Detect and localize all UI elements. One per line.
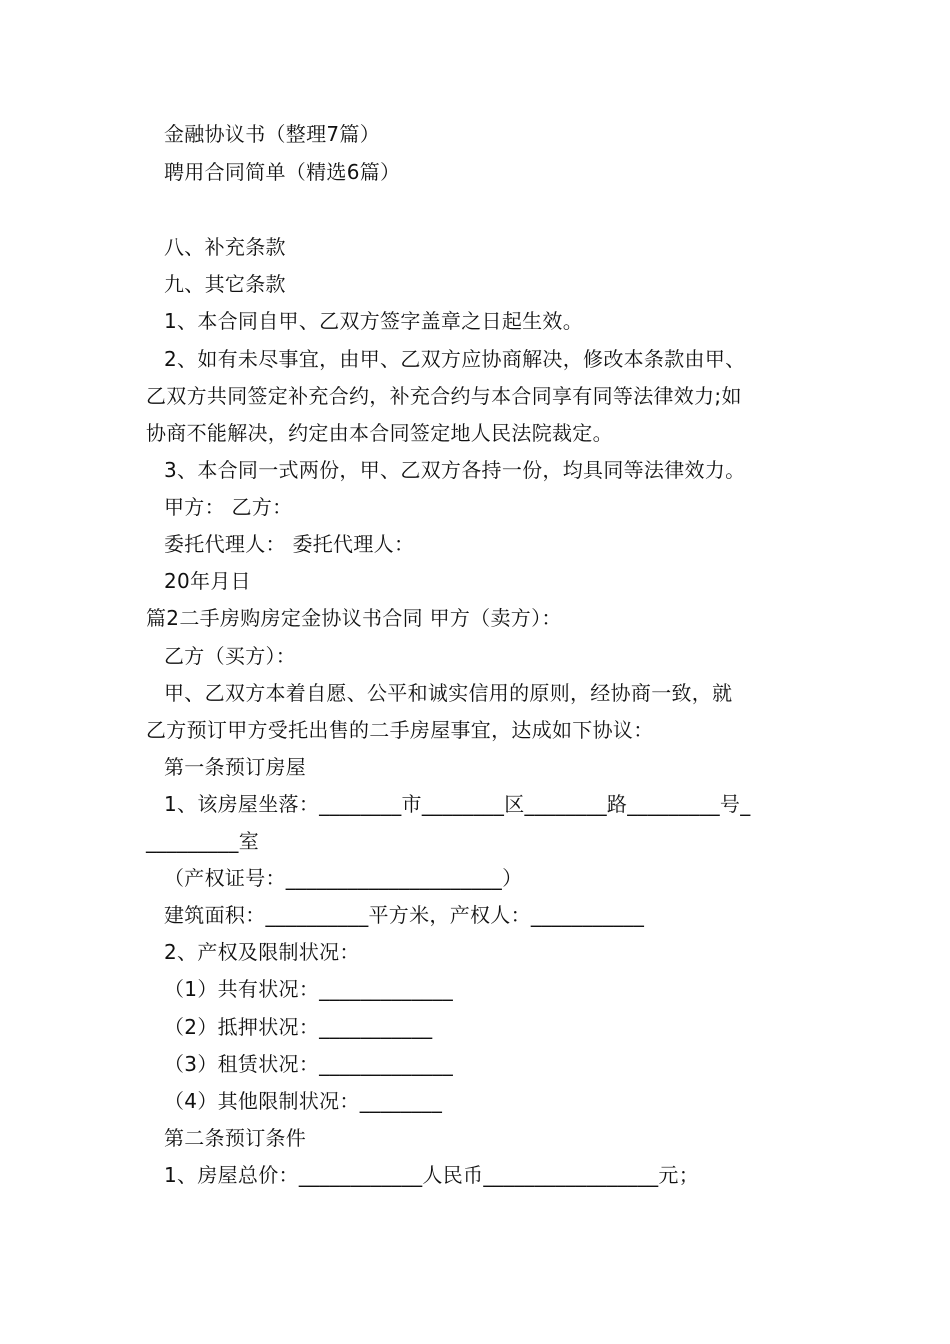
text-line: 3、本合同一式两份，甲、乙双方各持一份，均具同等法律效力。 — [164, 458, 746, 482]
text-line: （产权证号：_____________________） — [164, 866, 523, 890]
text-line: 协商不能解决，约定由本合同签定地人民法院裁定。 — [146, 421, 613, 445]
text-line: 委托代理人： 委托代理人： — [164, 532, 415, 556]
text-line: 金融协议书（整理7篇） — [164, 122, 381, 146]
text-line: 第一条预订房屋 — [164, 755, 307, 779]
text-line: 2、如有未尽事宜，由甲、乙双方应协商解决，修改本条款由甲、 — [164, 347, 746, 371]
text-line: （3）租赁状况：_____________ — [164, 1052, 454, 1076]
text-line: 八、补充条款 — [164, 235, 286, 259]
text-line: 乙方预订甲方受托出售的二手房屋事宜，达成如下协议： — [146, 718, 654, 742]
section-heading: 篇2二手房购房定金协议书合同 甲方（卖方）： — [146, 606, 562, 630]
text-line: 1、该房屋坐落：________市________区________路_________号_ — [164, 792, 751, 816]
text-line: 1、本合同自甲、乙双方签字盖章之日起生效。 — [164, 309, 584, 333]
text-line: _________室 — [146, 829, 259, 853]
text-line: 九、其它条款 — [164, 272, 286, 296]
text-line: 聘用合同简单（精选6篇） — [164, 160, 401, 184]
text-line: 乙方（买方）： — [164, 644, 297, 668]
text-line: （2）抵押状况：___________ — [164, 1015, 433, 1039]
text-line: 第二条预订条件 — [164, 1126, 307, 1150]
text-line: （4）其他限制状况：________ — [164, 1089, 443, 1113]
text-line: 乙双方共同签定补充合约，补充合约与本合同享有同等法律效力;如 — [146, 384, 742, 408]
text-line: 甲、乙双方本着自愿、公平和诚实信用的原则，经协商一致，就 — [164, 681, 733, 705]
text-line: 建筑面积：__________平方米，产权人：___________ — [164, 903, 645, 927]
text-line: 20年月日 — [164, 569, 251, 593]
text-line: 2、产权及限制状况： — [164, 940, 360, 964]
text-line: （1）共有状况：_____________ — [164, 977, 454, 1001]
text-line: 1、房屋总价：____________人民币_________________元； — [164, 1163, 700, 1187]
text-line: 甲方： 乙方： — [164, 495, 293, 519]
